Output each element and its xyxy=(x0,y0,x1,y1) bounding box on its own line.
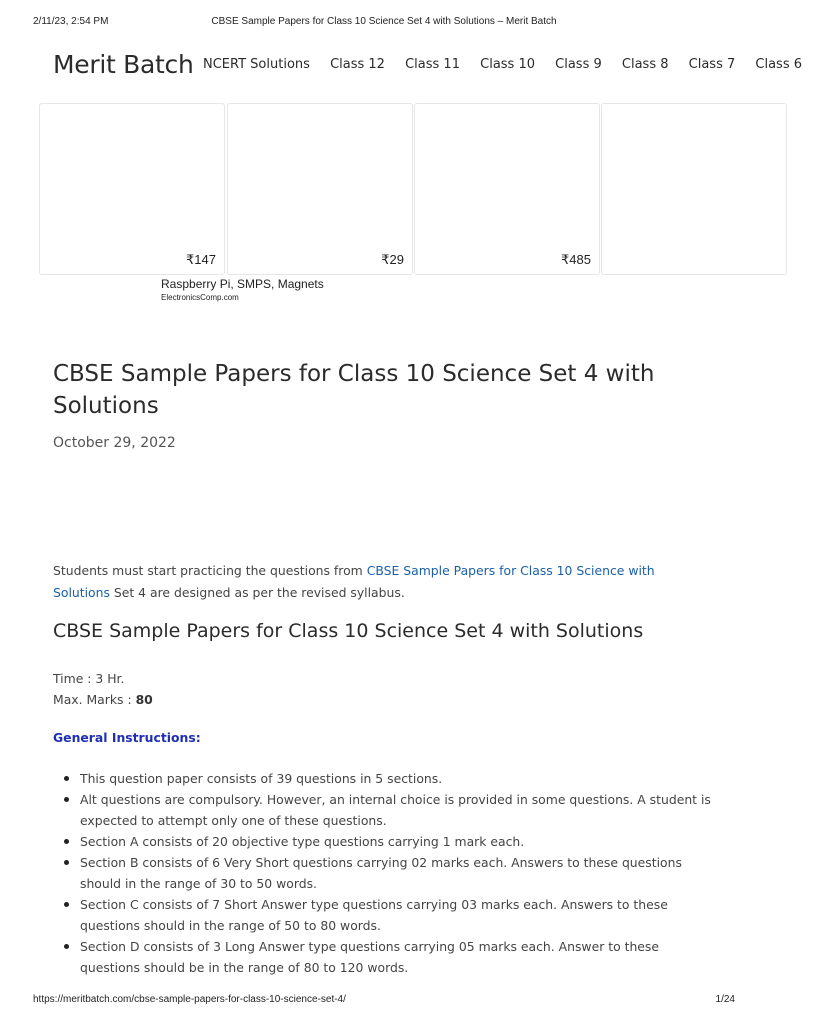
print-header xyxy=(0,16,768,30)
ad-product-strip xyxy=(39,103,732,275)
site-header xyxy=(0,48,803,86)
ad-product-price: ₹147 xyxy=(186,252,216,267)
nav-item-ncert-solutions[interactable]: NCERT Solutions xyxy=(203,57,310,72)
instruction-item: This question paper consists of 39 questions in 5 sections. xyxy=(53,768,713,789)
nav-item-class-9[interactable]: Class 9 xyxy=(555,57,602,72)
instruction-item: Section C consists of 7 Short Answer type questions carrying 03 marks each. Answers to these questions should in the range of 50 to 80 words. xyxy=(53,894,713,936)
print-document-title: CBSE Sample Papers for Class 10 Science Set 4 with Solutions – Merit Batch xyxy=(211,16,557,27)
section-heading: CBSE Sample Papers for Class 10 Science Set 4 with Solutions xyxy=(53,620,644,642)
article-date: October 29, 2022 xyxy=(53,435,176,451)
instruction-item: Section D consists of 3 Long Answer type questions carrying 05 marks each. Answer to these questions should be in the range of 80 to 120 words. xyxy=(53,936,713,978)
ad-product-card[interactable] xyxy=(414,103,600,275)
main-nav xyxy=(203,57,818,72)
site-logo[interactable]: Merit Batch xyxy=(53,50,194,79)
nav-item-class-10[interactable]: Class 10 xyxy=(480,57,536,72)
nav-item-class-7[interactable]: Class 7 xyxy=(688,57,736,72)
exam-meta xyxy=(53,668,153,710)
sample-papers-link[interactable]: CBSE Sample Papers for Class 10 Science with Solutions xyxy=(53,563,655,600)
general-instructions-label: General Instructions: xyxy=(53,730,201,745)
nav-item-class-11[interactable]: Class 11 xyxy=(405,57,460,72)
ad-caption[interactable]: Raspberry Pi, SMPS, Magnets xyxy=(161,277,324,291)
print-url: https://meritbatch.com/cbse-sample-papers-for-class-10-science-set-4/ xyxy=(33,994,346,1005)
instruction-item: Section A consists of 20 objective type questions carrying 1 mark each. xyxy=(53,831,713,852)
max-marks-value: 80 xyxy=(135,692,153,707)
article-title: CBSE Sample Papers for Class 10 Science Set 4 with Solutions xyxy=(53,361,655,419)
nav-item-class-6[interactable]: Class 6 xyxy=(755,57,803,72)
ad-product-price: ₹485 xyxy=(561,252,591,267)
ad-product-card[interactable] xyxy=(601,103,787,275)
print-page-number: 1/24 xyxy=(715,994,735,1005)
intro-text-start: Students must start practicing the questions from xyxy=(53,563,367,578)
exam-max-marks xyxy=(53,689,153,710)
max-marks-label: Max. Marks : xyxy=(53,692,136,707)
instructions-list xyxy=(53,768,713,978)
nav-item-class-8[interactable]: Class 8 xyxy=(621,57,669,72)
intro-paragraph xyxy=(53,560,713,604)
ad-product-card[interactable] xyxy=(227,103,413,275)
instruction-item: Section B consists of 6 Very Short questions carrying 02 marks each. Answers to these questions should in the range of 30 to 50 words. xyxy=(53,852,713,894)
nav-item-class-12[interactable]: Class 12 xyxy=(330,57,385,72)
exam-time: Time : 3 Hr. xyxy=(53,671,125,686)
print-footer xyxy=(0,994,768,1008)
ad-product-price: ₹29 xyxy=(381,252,404,267)
ad-product-card[interactable] xyxy=(39,103,225,275)
ad-source[interactable]: ElectronicsComp.com xyxy=(161,293,239,302)
print-datetime: 2/11/23, 2:54 PM xyxy=(33,16,109,27)
intro-text-end: Set 4 are designed as per the revised syllabus. xyxy=(109,585,405,600)
instruction-item: Alt questions are compulsory. However, an internal choice is provided in some questions. A student is expected to attempt only one of these questions. xyxy=(53,789,713,831)
